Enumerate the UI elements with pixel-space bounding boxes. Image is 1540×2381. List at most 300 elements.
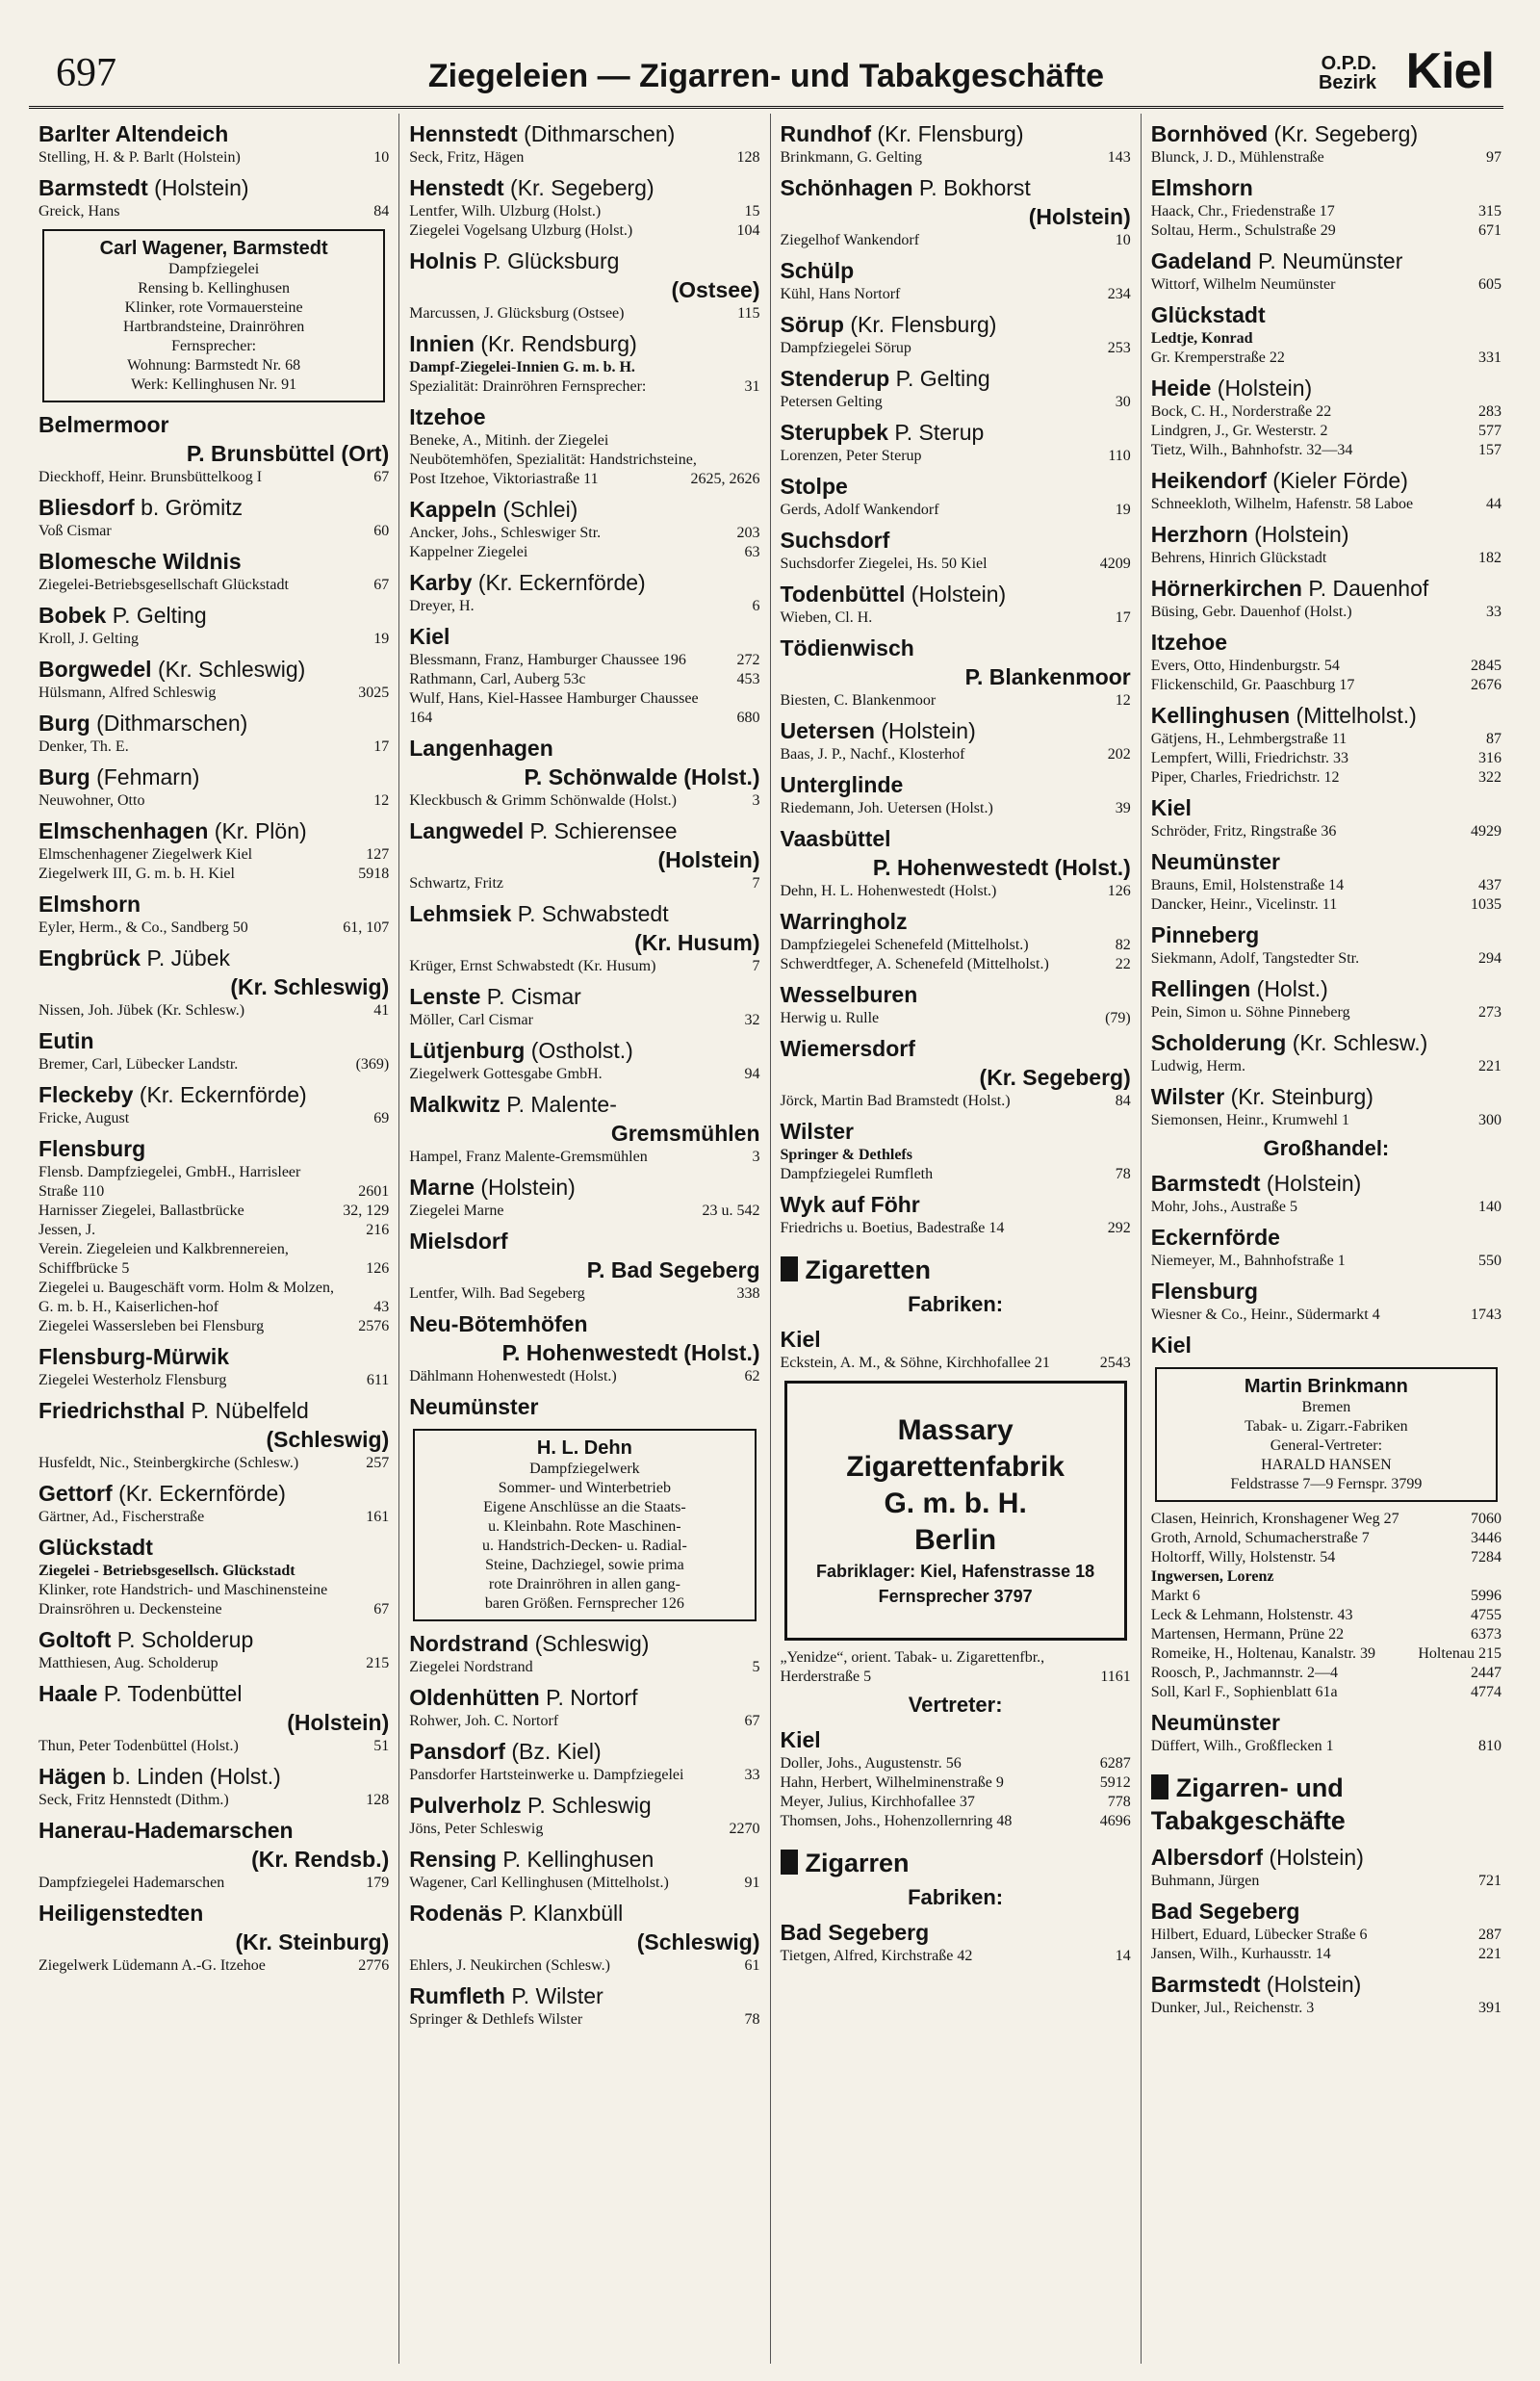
ad-line: Tabak- u. Zigarr.-Fabriken <box>1245 1418 1408 1435</box>
phone-number: 338 <box>736 1285 760 1302</box>
listing-entry <box>409 689 759 728</box>
place-heading <box>38 816 389 845</box>
listing-entry <box>38 522 389 541</box>
place-name: Hennstedt <box>409 121 518 146</box>
place-name: Barmstedt <box>38 175 148 200</box>
entry-name: Düffert, Wilh., Großflecken 1 <box>1150 1738 1334 1754</box>
ad-headline: Massary <box>897 1414 1014 1446</box>
place-qualifier: P. Dauenhof <box>1308 576 1429 601</box>
listing-entry <box>1151 1252 1502 1271</box>
phone-number: 23 u. 542 <box>702 1203 760 1219</box>
entry-name: Brauns, Emil, Holstenstraße 14 <box>1150 877 1345 893</box>
place-heading <box>409 1791 759 1820</box>
entry-name: Leck & Lehmann, Holstenstr. 43 <box>1150 1607 1353 1623</box>
listing-entry <box>1151 349 1502 368</box>
subsection-heading: Fabriken: <box>908 1885 1004 1909</box>
entry-name: Spezialität: Drainröhren Fernsprecher: <box>409 378 647 395</box>
running-title: Ziegeleien — Zigarren- und Tabakgeschäfte <box>427 58 1105 94</box>
phone-number: 2447 <box>1471 1665 1502 1681</box>
place-name: Heikendorf <box>1150 468 1267 493</box>
place-subline: (Ostsee) <box>671 277 760 302</box>
place-heading <box>781 526 1131 555</box>
ad-line: Wohnung: Barmstedt Nr. 68 <box>127 357 301 374</box>
entry-name: Soll, Karl F., Sophienblatt 61a <box>1150 1684 1338 1700</box>
entry-name: Dampfziegelei Sörup <box>780 340 911 356</box>
place-subline: P. Hohenwestedt (Holst.) <box>501 1340 760 1365</box>
place-name: Wilster <box>1150 1084 1225 1109</box>
place-name: Marne <box>409 1175 475 1200</box>
place-name: Barmstedt <box>1150 1972 1261 1997</box>
entry-name: Kroll, J. Gelting <box>38 631 139 647</box>
listing-entry <box>409 1766 759 1785</box>
section-title-line2: Tabakgeschäfte <box>1150 1806 1346 1835</box>
entry-name: Doller, Johs., Augustenstr. 56 <box>780 1755 962 1772</box>
entry-name: Ziegelhof Wankendorf <box>780 232 920 248</box>
phone-number: 87 <box>1486 731 1502 747</box>
place-heading <box>1151 173 1502 202</box>
place-heading <box>1151 520 1502 549</box>
place-name: Schönhagen <box>780 175 913 200</box>
place-qualifier: (Ostholst.) <box>530 1038 633 1063</box>
listing-entry <box>38 1240 389 1279</box>
phone-number: 680 <box>736 710 760 726</box>
ad-line: rote Drainröhren in allen gang- <box>488 1576 680 1592</box>
listing-entry <box>1151 822 1502 841</box>
ad-line: General-Vertreter: <box>1270 1437 1383 1454</box>
place-subline: (Kr. Segeberg) <box>979 1065 1131 1090</box>
phone-number: 44 <box>1486 496 1502 512</box>
listing-entry <box>1151 1606 1502 1625</box>
ad-line: Fernsprecher 3797 <box>878 1587 1033 1606</box>
phone-number: 115 <box>737 305 760 322</box>
place-heading <box>409 402 759 431</box>
entry-name: Piper, Charles, Friedrichstr. 12 <box>1150 769 1340 786</box>
listing-entry <box>1151 676 1502 695</box>
listing-entry <box>1151 441 1502 460</box>
entry-name: Schröder, Fritz, Ringstraße 36 <box>1150 823 1337 840</box>
place-qualifier: P. Wilster <box>511 1983 603 2008</box>
place-name: Flensburg <box>38 1136 146 1161</box>
place-heading <box>1151 300 1502 329</box>
phone-number: 550 <box>1478 1253 1502 1269</box>
phone-number: 67 <box>373 577 390 593</box>
entry-name: Ziegelei Marne <box>409 1203 504 1219</box>
phone-number: 32 <box>744 1012 760 1028</box>
place-name: Belmermoor <box>38 412 169 437</box>
phone-number: 810 <box>1478 1738 1502 1754</box>
entry-name: Ziegelei Westerholz Flensburg <box>38 1372 227 1388</box>
entry-name: Ziegelei u. Baugeschäft vorm. Holm & Molzen, G. m. b. H., Kaiserlichen-hof <box>38 1280 335 1315</box>
phone-number: 128 <box>736 149 760 166</box>
place-heading <box>409 246 759 304</box>
phone-number: 67 <box>744 1713 760 1729</box>
place-heading <box>409 1036 759 1065</box>
place-heading <box>781 1325 1131 1354</box>
phone-number: 69 <box>373 1110 390 1126</box>
place-heading <box>38 1479 389 1508</box>
place-name: Hörnerkirchen <box>1150 576 1302 601</box>
place-name: Scholderung <box>1150 1030 1287 1055</box>
listing-entry <box>1151 1664 1502 1683</box>
place-qualifier: P. Nübelfeld <box>191 1398 309 1423</box>
place-heading <box>1151 246 1502 275</box>
listing-entry <box>1151 1683 1502 1702</box>
phone-number: 215 <box>366 1655 390 1671</box>
place-name: Kiel <box>1150 1333 1192 1358</box>
listing-entry <box>1151 1625 1502 1644</box>
listing-entry <box>1151 603 1502 622</box>
listing-entry <box>781 501 1131 520</box>
listing-entry <box>1151 422 1502 441</box>
entry-name: Gätjens, H., Lehmbergstraße 11 <box>1150 731 1348 747</box>
entry-name: Riedemann, Joh. Uetersen (Holst.) <box>780 800 993 816</box>
place-heading <box>1151 1277 1502 1306</box>
entry-name: Rathmann, Carl, Auberg 53c <box>409 671 586 687</box>
entry-name: Ancker, Johs., Schleswiger Str. <box>409 525 602 541</box>
place-name: Warringholz <box>780 909 908 934</box>
entry-name: Hahn, Herbert, Wilhelminenstraße 9 <box>780 1774 1004 1791</box>
place-name: Kellinghusen <box>1150 703 1291 728</box>
entry-name: Groth, Arnold, Schumacherstraße 7 <box>1150 1530 1370 1546</box>
place-heading <box>781 310 1131 339</box>
listing-entry <box>781 1793 1131 1812</box>
place-qualifier: (Kr. Steinburg) <box>1230 1084 1373 1109</box>
entry-name: Elmschenhagener Ziegelwerk Kiel <box>38 846 253 863</box>
phone-number: 2845 <box>1471 658 1502 674</box>
place-heading <box>38 1396 389 1454</box>
place-qualifier: P. Cismar <box>486 984 581 1009</box>
place-qualifier: (Kr. Schlesw.) <box>1292 1030 1428 1055</box>
phone-number: 41 <box>373 1002 390 1019</box>
place-name: Mielsdorf <box>409 1229 508 1254</box>
entry-name: Flensb. Dampfziegelei, GmbH., Harrisleer Straße 110 <box>38 1164 301 1200</box>
listing-entry <box>1151 495 1502 514</box>
phone-number: 127 <box>366 846 390 863</box>
entry-name: Dampf-Ziegelei-Innien G. m. b. H. <box>409 359 635 375</box>
ad-line: Steine, Dachziegel, sowie prima <box>485 1557 684 1573</box>
place-qualifier: (Mittelholst.) <box>1296 703 1417 728</box>
listing-entry <box>409 1065 759 1084</box>
place-heading <box>38 1762 389 1791</box>
place-qualifier: (Kr. Segeberg) <box>510 175 654 200</box>
place-qualifier: (Kr. Flensburg) <box>850 312 997 337</box>
listing-entry <box>38 1454 389 1473</box>
phone-number: 15 <box>744 203 760 220</box>
entry-name: „Yenidze“, orient. Tabak- u. Zigarettenfbr., Herderstraße 5 <box>780 1649 1045 1685</box>
listing-entry <box>781 1009 1131 1028</box>
entry-name: Kleckbusch & Grimm Schönwalde (Holst.) <box>409 792 677 809</box>
place-heading <box>781 1190 1131 1219</box>
listing-entry <box>409 597 759 616</box>
ad-line: Rensing b. Kellinghusen <box>138 280 290 297</box>
listing-entry <box>1151 1567 1502 1587</box>
section-title: Zigarren <box>805 1849 910 1877</box>
place-heading <box>409 1845 759 1874</box>
phone-number: 126 <box>366 1260 390 1277</box>
place-qualifier: (Holstein) <box>1266 1171 1362 1196</box>
place-name: Burg <box>38 711 90 736</box>
place-name: Friedrichsthal <box>38 1398 186 1423</box>
entry-name: Suchsdorfer Ziegelei, Hs. 50 Kiel <box>780 556 988 572</box>
place-heading <box>409 1227 759 1284</box>
place-subline: (Holstein) <box>287 1710 390 1735</box>
advertisement-box <box>1155 1367 1498 1502</box>
phone-number: 1035 <box>1471 896 1502 913</box>
phone-number: 3 <box>752 792 760 809</box>
phone-number: 12 <box>373 792 390 809</box>
place-qualifier: P. Malente- <box>506 1092 617 1117</box>
region-name: Kiel <box>1405 43 1494 99</box>
listing-entry <box>781 1165 1131 1184</box>
place-name: Bad Segeberg <box>780 1920 930 1945</box>
place-heading <box>781 716 1131 745</box>
place-heading <box>38 1080 389 1109</box>
phone-number: 331 <box>1478 349 1502 366</box>
phone-number: 82 <box>1115 937 1131 953</box>
place-name: Uetersen <box>780 718 875 743</box>
listing-entry <box>38 1562 389 1581</box>
place-name: Bobek <box>38 603 107 628</box>
place-name: Albersdorf <box>1150 1845 1264 1870</box>
phone-number: 7 <box>752 958 760 974</box>
phone-number: 234 <box>1107 286 1131 302</box>
place-name: Rundhof <box>780 121 872 146</box>
listing-entry <box>1151 895 1502 915</box>
place-name: Rensing <box>409 1847 497 1872</box>
place-name: Sterupbek <box>780 420 888 445</box>
place-qualifier: (Kr. Schleswig) <box>157 657 306 682</box>
place-heading <box>1151 701 1502 730</box>
place-heading <box>1151 574 1502 603</box>
ad-line: Eigene Anschlüsse an die Staats- <box>483 1499 686 1515</box>
place-qualifier: (Kr. Plön) <box>214 818 307 843</box>
listing-entry <box>1151 1306 1502 1325</box>
listing-entry <box>1151 221 1502 241</box>
place-qualifier: P. Gelting <box>112 603 207 628</box>
ad-headline: Berlin <box>914 1524 997 1556</box>
ad-line: HARALD HANSEN <box>1261 1457 1392 1473</box>
place-subline: P. Blankenmoor <box>964 664 1131 689</box>
listing-entry <box>409 377 759 397</box>
place-name: Stolpe <box>780 474 848 499</box>
ad-line: Feldstrasse 7—9 Fernspr. 3799 <box>1230 1476 1423 1492</box>
entry-name: Eckstein, A. M., & Söhne, Kirchhofallee 21 <box>780 1355 1050 1371</box>
place-name: Pinneberg <box>1150 922 1260 947</box>
place-qualifier: (Holstein) <box>1217 375 1313 401</box>
place-heading <box>38 1134 389 1163</box>
place-name: Bad Segeberg <box>1150 1899 1300 1924</box>
place-qualifier: P. Todenbüttel <box>103 1681 243 1706</box>
entry-name: Thun, Peter Todenbüttel (Holst.) <box>38 1738 239 1754</box>
place-name: Glückstadt <box>38 1535 153 1560</box>
entry-name: Klinker, rote Handstrich- und Maschinensteine Drainsröhren u. Deckensteine <box>38 1582 328 1618</box>
entry-name: Ziegelwerk III, G. m. b. H. Kiel <box>38 866 235 882</box>
entry-name: Evers, Otto, Hindenburgstr. 54 <box>1150 658 1340 674</box>
listing-entry <box>409 221 759 241</box>
entry-name: Pein, Simon u. Söhne Pinneberg <box>1150 1004 1350 1021</box>
phone-number: 61, 107 <box>343 919 390 936</box>
entry-name: Soltau, Herm., Schulstraße 29 <box>1150 222 1336 239</box>
place-subline: (Kr. Steinburg) <box>235 1929 390 1954</box>
place-qualifier: (Kr. Segeberg) <box>1273 121 1419 146</box>
section-heading <box>1151 1772 1502 1837</box>
opd-text: O.P.D. <box>1321 53 1376 74</box>
entry-name: Neuwohner, Otto <box>38 792 145 809</box>
entry-name: Hilbert, Eduard, Lübecker Straße 6 <box>1150 1927 1368 1943</box>
place-name: Elmschenhagen <box>38 818 209 843</box>
entry-name: Gerds, Adolf Wankendorf <box>780 502 939 518</box>
entry-name: Dampfziegelei Hademarschen <box>38 1875 225 1891</box>
phone-number: 161 <box>366 1509 390 1525</box>
place-qualifier: P. Bokhorst <box>918 175 1031 200</box>
place-heading <box>1151 374 1502 402</box>
place-heading <box>1151 847 1502 876</box>
ad-headline: Zigarettenfabrik <box>846 1451 1065 1483</box>
ad-headline: Martin Brinkmann <box>1244 1376 1408 1397</box>
listing-entry <box>1151 876 1502 895</box>
place-name: Flensburg-Mürwik <box>38 1344 230 1369</box>
place-heading <box>781 418 1131 447</box>
place-heading <box>38 410 389 468</box>
entry-name: Ludwig, Herm. <box>1150 1058 1245 1074</box>
place-heading <box>409 734 759 791</box>
place-name: Neu-Bötemhöfen <box>409 1311 588 1336</box>
place-heading <box>38 709 389 738</box>
phone-number: 3 <box>752 1149 760 1165</box>
place-heading <box>38 119 389 148</box>
place-name: Gadeland <box>1150 248 1252 273</box>
ad-line: u. Handstrich-Decken- u. Radial- <box>481 1538 687 1554</box>
place-qualifier: P. Neumünster <box>1257 248 1403 273</box>
ad-line: Sommer- und Winterbetrieb <box>498 1480 671 1496</box>
entry-name: Tietz, Wilh., Bahnhofstr. 32—34 <box>1150 442 1353 458</box>
listing-entry <box>409 543 759 562</box>
listing-entry <box>38 1791 389 1810</box>
listing-entry <box>409 304 759 324</box>
place-name: Eutin <box>38 1028 94 1053</box>
place-heading <box>781 173 1131 231</box>
phone-number: 19 <box>373 631 390 647</box>
phone-number: 287 <box>1478 1927 1502 1943</box>
square-bullet-icon <box>781 1850 798 1875</box>
place-name: Vaasbüttel <box>780 826 891 851</box>
place-heading <box>409 495 759 524</box>
listing-entry <box>409 1148 759 1167</box>
phone-number: 6373 <box>1471 1626 1502 1643</box>
entry-name: Friedrichs u. Boetius, Badestraße 14 <box>780 1220 1005 1236</box>
entry-name: Herwig u. Rulle <box>780 1010 880 1026</box>
ad-line: Fernsprecher: <box>171 338 257 354</box>
entry-name: Ledtje, Konrad <box>1150 330 1253 347</box>
phone-number: 30 <box>1115 394 1131 410</box>
place-qualifier: (Kr. Rendsburg) <box>480 331 637 356</box>
place-qualifier: P. Jübek <box>146 945 230 971</box>
place-heading <box>38 1625 389 1654</box>
place-qualifier: (Kr. Flensburg) <box>877 121 1024 146</box>
place-qualifier: (Kieler Förde) <box>1272 468 1408 493</box>
listing-entry <box>1151 329 1502 349</box>
listing-entry <box>781 745 1131 764</box>
entry-name: Jansen, Wilh., Kurhausstr. 14 <box>1150 1946 1331 1962</box>
advertisement-box <box>42 229 385 402</box>
section-title: Zigarren- und <box>1175 1773 1344 1802</box>
place-qualifier: (Holstein) <box>881 718 976 743</box>
phone-number: 67 <box>373 469 390 485</box>
phone-number: 22 <box>1115 956 1131 972</box>
section-heading <box>781 1254 1131 1286</box>
entry-name: Blunck, J. D., Mühlenstraße <box>1150 149 1324 166</box>
place-qualifier: P. Scholderup <box>116 1627 254 1652</box>
place-name: Sörup <box>780 312 844 337</box>
entry-name: Matthiesen, Aug. Scholderup <box>38 1655 218 1671</box>
listing-entry <box>38 791 389 811</box>
place-heading <box>1151 793 1502 822</box>
place-name: Hanerau-Hademarschen <box>38 1818 294 1843</box>
entry-name: Lentfer, Wilh. Ulzburg (Holst.) <box>409 203 602 220</box>
phone-number: 7060 <box>1471 1511 1502 1527</box>
place-heading <box>409 1090 759 1148</box>
entry-name: Wieben, Cl. H. <box>780 609 873 626</box>
listing-entry <box>409 1284 759 1304</box>
entry-name: Petersen Gelting <box>780 394 883 410</box>
place-name: Stenderup <box>780 366 890 391</box>
advertisement-box <box>413 1429 756 1621</box>
place-name: Unterglinde <box>780 772 904 797</box>
place-name: Barlter Altendeich <box>38 121 229 146</box>
listing-entry <box>781 1092 1131 1111</box>
ad-line: u. Kleinbahn. Rote Maschinen- <box>488 1518 681 1535</box>
place-name: Kiel <box>780 1327 821 1352</box>
entry-name: Bremer, Carl, Lübecker Landstr. <box>38 1056 239 1073</box>
listing-entry <box>38 468 389 487</box>
place-subline: (Kr. Husum) <box>634 930 760 955</box>
phone-number: 17 <box>1115 609 1131 626</box>
phone-number: 7 <box>752 875 760 892</box>
place-name: Eckernförde <box>1150 1225 1280 1250</box>
place-heading <box>38 1533 389 1562</box>
phone-number: 4929 <box>1471 823 1502 840</box>
listing-entry <box>781 1354 1131 1373</box>
listing-entry <box>38 1654 389 1673</box>
place-name: Todenbüttel <box>780 582 906 607</box>
place-heading <box>409 1899 759 1956</box>
listing-entry <box>38 1371 389 1390</box>
place-name: Kappeln <box>409 497 497 522</box>
entry-name: Fricke, August <box>38 1110 130 1126</box>
opd-label <box>1319 54 1376 92</box>
entry-name: Seck, Fritz Hennstedt (Dithm.) <box>38 1792 229 1808</box>
place-heading <box>38 1899 389 1956</box>
place-qualifier: (Schleswig) <box>534 1631 650 1656</box>
entry-name: Gärtner, Ad., Fischerstraße <box>38 1509 205 1525</box>
phone-number: 391 <box>1478 2000 1502 2016</box>
phone-number: 143 <box>1107 149 1131 166</box>
listing-entry <box>409 148 759 168</box>
entry-name: Bock, C. H., Norderstraße 22 <box>1150 403 1332 420</box>
place-name: Itzehoe <box>409 404 486 429</box>
columns <box>29 114 1511 2364</box>
place-heading <box>38 493 389 522</box>
phone-number: 157 <box>1478 442 1502 458</box>
phone-number: 140 <box>1478 1199 1502 1215</box>
entry-name: Jöns, Peter Schleswig <box>409 1821 544 1837</box>
entry-name: Dampfziegelei Schenefeld (Mittelholst.) <box>780 937 1029 953</box>
phone-number: 31 <box>744 378 760 395</box>
entry-name: Roosch, P., Jachmannstr. 2—4 <box>1150 1665 1338 1681</box>
entry-name: Beneke, A., Mitinh. der Ziegelei Neubötemhöfen, Spezialität: Handstrichsteine, Post Itzehoe, Viktoriastraße 11 <box>409 432 697 487</box>
column-3 <box>771 114 1142 2364</box>
listing-entry <box>409 202 759 221</box>
